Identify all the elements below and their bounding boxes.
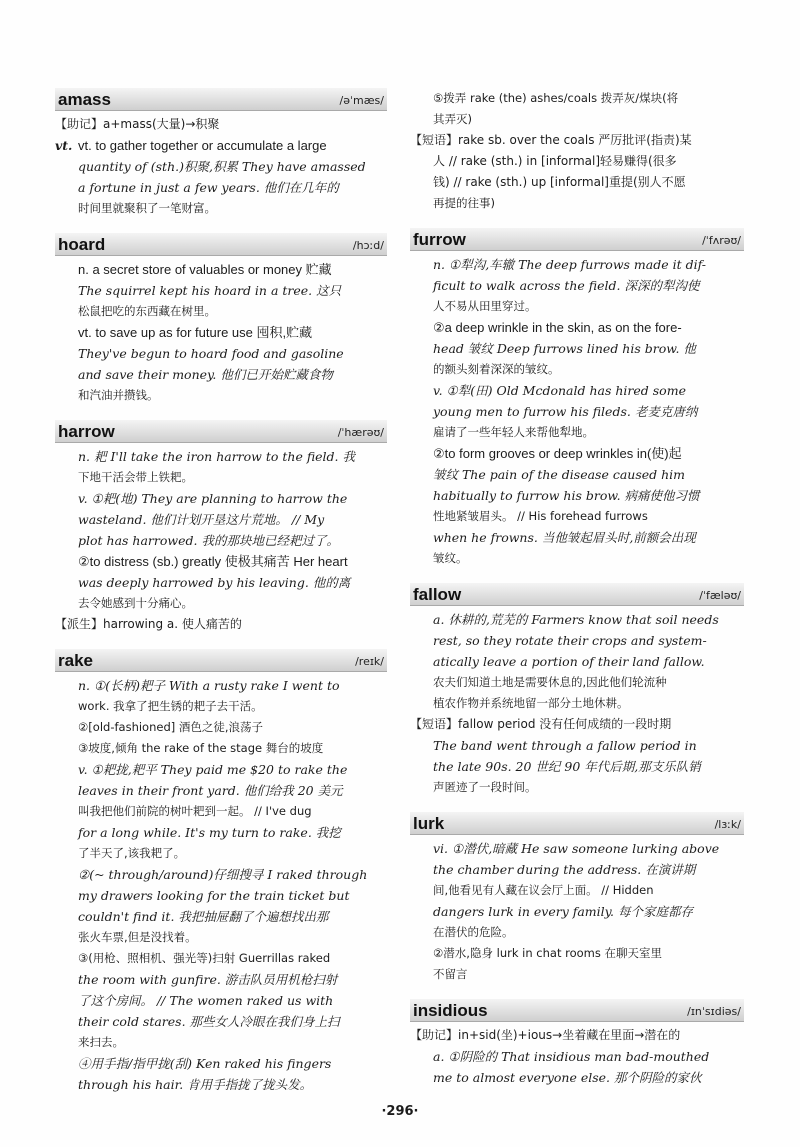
example-line: couldn't find it. 我把抽屉翻了个遍想找出那 — [78, 909, 329, 924]
example-line: They've begun to hoard food and gasoline — [78, 346, 344, 361]
left-column — [55, 88, 387, 1109]
example-line: ficult to walk across the field. 深深的犁沟使 — [433, 278, 700, 293]
translation-line: 和汽油并攒钱。 — [78, 388, 159, 402]
headword-bar — [410, 583, 744, 606]
example-line: quantity of (sth.)积聚,积累 They have amassed — [78, 159, 366, 174]
entry-rake-continued — [410, 88, 744, 214]
translation-line: 时间里就聚积了一笔财富。 — [78, 201, 216, 215]
example-line: me to almost everyone else. 那个阴险的家伙 — [433, 1070, 702, 1085]
headword-bar — [410, 228, 744, 251]
mnemonic-line: 【助记】a+mass(大量)→积聚 — [55, 117, 220, 131]
example-line: atically leave a portion of their land fallow. — [433, 654, 705, 669]
example-line: and save their money. 他们已开始贮藏食物 — [78, 367, 333, 382]
headword: hoard — [58, 235, 106, 254]
entry-furrow — [410, 228, 744, 569]
derivative-line: 【派生】harrowing a. 使人痛苦的 — [55, 617, 242, 631]
pronunciation: /ˈfʌrəʊ/ — [702, 234, 741, 247]
entry-amass — [55, 88, 387, 219]
example-line: The squirrel kept his hoard in a tree. 这只 — [78, 283, 342, 298]
example-line: 了这个房间。 // The women raked us with — [78, 993, 334, 1008]
example-line: the chamber during the address. 在演讲期 — [433, 862, 696, 877]
example-line: when he frowns. 当他皱起眉头时,前额会出现 — [433, 530, 696, 545]
translation-line: 了半天了,该我耙了。 — [78, 846, 186, 860]
entry-lurk — [410, 812, 744, 985]
headword: furrow — [413, 230, 466, 249]
definition-line: a. ①阴险的 That insidious man bad-mouthed — [433, 1049, 710, 1064]
example-line: dangers lurk in every family. 每个家庭都存 — [433, 904, 694, 919]
example-line: 皱纹 The pain of the disease caused him — [433, 467, 686, 482]
example-line: a fortune in just a few years. 他们在几年的 — [78, 180, 339, 195]
example-line: head 皱纹 Deep furrows lined his brow. 他 — [433, 341, 696, 356]
translation-line: 其弄灭) — [433, 112, 472, 126]
entry-insidious — [410, 999, 744, 1088]
translation-line: 声匿迹了一段时间。 — [433, 780, 537, 794]
entry-fallow — [410, 583, 744, 798]
entry-hoard — [55, 233, 387, 406]
example-line: wasteland. 他们计划开垦这片荒地。 // My — [78, 512, 325, 527]
translation-line: 的额头刻着深深的皱纹。 — [433, 362, 560, 376]
definition-line: ④用手指/指甲拢(刮) Ken raked his fingers — [78, 1056, 332, 1071]
example-line: leaves in their front yard. 他们给我 20 美元 — [78, 783, 343, 798]
example-line: my drawers looking for the train ticket but — [78, 888, 350, 903]
definition-line: n. a secret store of valuables or money 贮藏 — [78, 262, 332, 277]
translation-line: 松鼠把吃的东西藏在树里。 — [78, 304, 216, 318]
pronunciation: /ɪnˈsɪdiəs/ — [687, 1005, 741, 1018]
entry-harrow — [55, 420, 387, 635]
definition-line: n. 耙 I'll take the iron harrow to the field. 我 — [78, 449, 356, 464]
definition-line: ②(~ through/around)仔细搜寻 I raked through — [78, 867, 368, 882]
translation-line: 叫我把他们前院的树叶耙到一起。 // I've dug — [78, 804, 312, 818]
definition-line: ⑤拨弄 rake (the) ashes/coals 拨弄灰/煤块(将 — [433, 91, 679, 105]
pronunciation: /ˈfæləʊ/ — [699, 589, 741, 602]
example-line: the late 90s. 20 世纪 90 年代后期,那支乐队销 — [433, 759, 701, 774]
example-line: through his hair. 肯用手指拢了拢头发。 — [78, 1077, 313, 1092]
phrase-line: 【短语】fallow period 没有任何成绩的一段时期 — [410, 717, 672, 731]
translation-line: 来扫去。 — [78, 1035, 124, 1049]
pronunciation: /hɔːd/ — [352, 239, 384, 252]
definition-line: ②to form grooves or deep wrinkles in(使)起 — [433, 446, 682, 461]
definition-line: ②a deep wrinkle in the skin, as on the fore- — [433, 320, 682, 335]
headword-bar — [55, 649, 387, 672]
definition-line: a. 休耕的,荒芜的 Farmers know that soil needs — [433, 612, 719, 627]
headword: rake — [58, 651, 93, 670]
translation-line: 去令她感到十分痛心。 — [78, 596, 193, 610]
phrase-line: 钱) // rake (sth.) up [informal]重提(别人不愿 — [433, 175, 686, 189]
translation-line: 植农作物并系统地留一部分土地休耕。 — [433, 696, 629, 710]
pronunciation: /reɪk/ — [355, 655, 384, 668]
pronunciation: /ˈhærəʊ/ — [337, 426, 384, 439]
headword-bar — [55, 420, 387, 443]
example-line: their cold stares. 那些女人冷眼在我们身上扫 — [78, 1014, 340, 1029]
definition-line: ③(用枪、照相机、强光等)扫射 Guerrillas raked — [78, 951, 331, 965]
phrase-line: 【短语】rake sb. over the coals 严厉批评(指责)某 — [410, 133, 692, 147]
phrase-line: 再提的往事) — [433, 196, 495, 210]
translation-line: 间,他看见有人藏在议会厅上面。 // Hidden — [433, 883, 654, 897]
definition-line: n. ①犁沟,车辙 The deep furrows made it dif- — [433, 257, 706, 272]
headword-bar — [410, 999, 744, 1022]
translation-line: 在潜伏的危险。 — [433, 925, 514, 939]
entry-rake — [55, 649, 387, 1095]
definition-line: vt. vt. to gather together or accumulate a large — [55, 138, 327, 153]
example-line: plot has harrowed. 我的那块地已经耙过了。 — [78, 533, 339, 548]
translation-line: 不留言 — [433, 967, 468, 981]
translation-line: 农夫们知道土地是需要休息的,因此他们轮流种 — [433, 675, 667, 689]
definition-line: v. ①耙拢,耙平 They paid me $20 to rake the — [78, 762, 348, 777]
headword: amass — [58, 90, 111, 109]
pronunciation: /əˈmæs/ — [339, 94, 384, 107]
example-line: for a long while. It's my turn to rake. 我挖 — [78, 825, 341, 840]
page-number: ·296· — [381, 1104, 419, 1119]
example-line: The band went through a fallow period in — [433, 738, 697, 753]
definition-line: n. ①(长柄)耙子 With a rusty rake I went to — [78, 678, 340, 693]
headword-bar — [55, 88, 387, 111]
definition-line: v. ①耙(地) They are planning to harrow the — [78, 491, 348, 506]
definition-line: vt. to save up as for future use 囤积,贮藏 — [78, 325, 313, 340]
headword: harrow — [58, 422, 115, 441]
pronunciation: /lɜːk/ — [714, 818, 741, 831]
example-line: work. 我拿了把生锈的耙子去干活。 — [78, 699, 263, 713]
headword: fallow — [413, 585, 462, 604]
example-line: the room with gunfire. 游击队员用机枪扫射 — [78, 972, 338, 987]
phrase-line: 人 // rake (sth.) in [informal]轻易赚得(很多 — [433, 154, 677, 168]
definition-line: v. ①犁(田) Old Mcdonald has hired some — [433, 383, 686, 398]
mnemonic-line: 【助记】in+sid(坐)+ious→坐着藏在里面→潜在的 — [410, 1028, 681, 1042]
definition-line: ③坡度,倾角 the rake of the stage 舞台的坡度 — [78, 741, 324, 755]
headword: insidious — [413, 1001, 488, 1020]
example-line: habitually to furrow his brow. 病痛使他习惯 — [433, 488, 700, 503]
definition-line: ②潜水,隐身 lurk in chat rooms 在聊天室里 — [433, 946, 663, 960]
definition-line: ②to distress (sb.) greatly 使极其痛苦 Her heart — [78, 554, 348, 569]
right-column — [410, 88, 744, 1102]
translation-line: 人不易从田里穿过。 — [433, 299, 537, 313]
translation-line: 性地紧皱眉头。 // His forehead furrows — [433, 509, 648, 523]
headword-bar — [55, 233, 387, 256]
translation-line: 雇请了一些年轻人来帮他犁地。 — [433, 425, 594, 439]
headword-bar — [410, 812, 744, 835]
translation-line: 皱纹。 — [433, 551, 468, 565]
translation-line: 张火车票,但是没找着。 — [78, 930, 197, 944]
headword: lurk — [413, 814, 445, 833]
definition-line: ②[old-fashioned] 酒色之徒,浪荡子 — [78, 720, 264, 734]
translation-line: 下地干活会带上铁耙。 — [78, 470, 193, 484]
example-line: rest, so they rotate their crops and system- — [433, 633, 707, 648]
example-line: was deeply harrowed by his leaving. 他的离 — [78, 575, 351, 590]
example-line: young men to furrow his fileds. 老麦克唐纳 — [433, 404, 698, 419]
definition-line: vi. ①潜伏,暗藏 He saw someone lurking above — [433, 841, 720, 856]
